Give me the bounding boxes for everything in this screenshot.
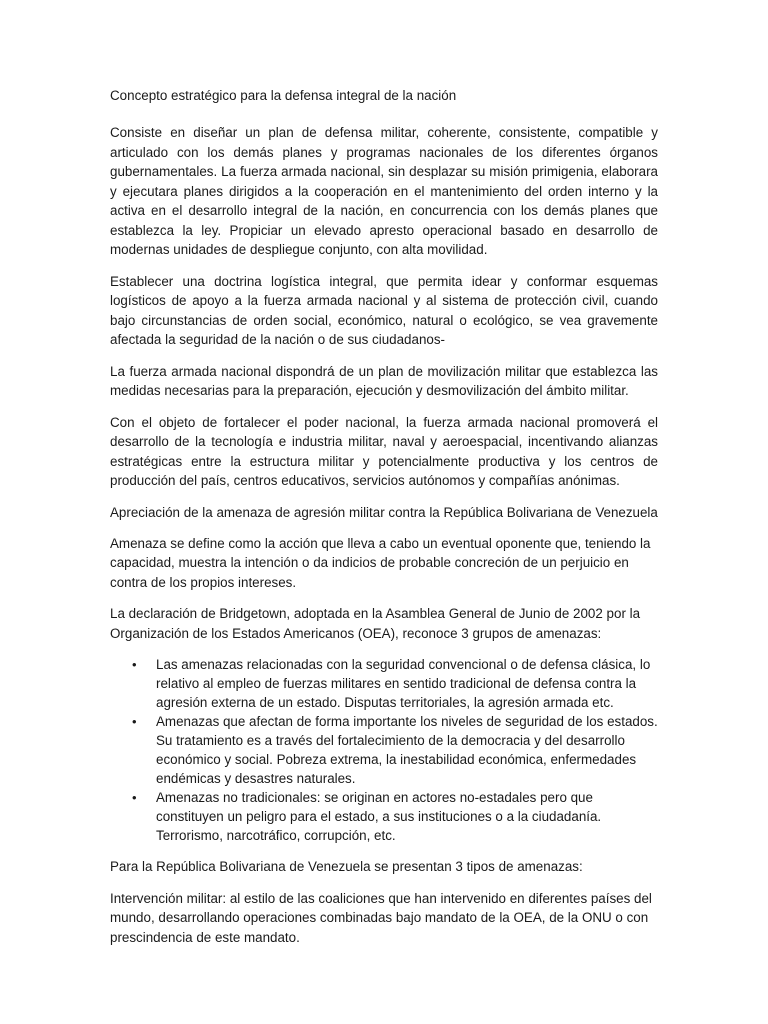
bullet-icon: • — [132, 790, 137, 805]
paragraph: Amenaza se define como la acción que lleva a cabo un eventual oponente que, teniendo la capacidad, muestra la intención o da indicios de probable concreción de un perjuicio en contra de los propios intereses. — [110, 535, 651, 590]
paragraph: La fuerza armada nacional dispondrá de un plan de movilización militar que establezca las medidas necesarias para la preparación, ejecución y desmovilización del ámbito militar. — [110, 363, 658, 398]
list-item — [110, 655, 658, 712]
paragraph: La declaración de Bridgetown, adoptada en la Asamblea General de Junio de 2002 por la Organización de los Estados Americanos (OEA), reconoce 3 grupos de amenazas: — [110, 606, 641, 641]
list-item-text: Las amenazas relacionadas con la seguridad convencional o de defensa clásica, lo relativo al empleo de fuerzas militares en sentido tradicional de defensa contra la agresión externa de un estado. Disputas territoriales, la agresión armada etc. — [156, 657, 651, 710]
paragraph: Consiste en diseñar un plan de defensa militar, coherente, consistente, compatible y articulado con los demás planes y programas nacionales de los diferentes órganos gubernamentales. La fuerza armada nacional, sin desplazar su misión primigenia, elaborara y ejecutara planes dirigidos a la cooperación en el mantenimiento del orden interno y la activa en el desarrollo integral de la nación, en concurrencia con los demás planes que establezca la ley. Propiciar un elevado apresto operacional basado en desarrollo de modernas unidades de despliegue conjunto, con alta movilidad. — [110, 125, 658, 257]
section-heading: Apreciación de la amenaza de agresión militar contra la República Bolivariana de Venezuela — [110, 504, 658, 520]
paragraph: Intervención militar: al estilo de las coaliciones que han intervenido en diferentes países del mundo, desarrollando operaciones combinadas bajo mandato de la OEA, de la ONU o con prescindencia de este mandato. — [110, 890, 652, 945]
paragraph: Establecer una doctrina logística integral, que permita idear y conformar esquemas logísticos de apoyo a la fuerza armada nacional y al sistema de protección civil, cuando bajo circunstancias de orden social, económico, natural o ecológico, se vea gravemente afectada la seguridad de la nación o de sus ciudadanos- — [110, 273, 658, 347]
paragraph: Para la República Bolivariana de Venezuela se presentan 3 tipos de amenazas: — [110, 859, 583, 874]
list-item — [110, 712, 658, 788]
bullet-icon: • — [132, 657, 137, 672]
list-item-text: Amenazas que afectan de forma importante los niveles de seguridad de los estados. Su tratamiento es a través del fortalecimiento de la democracia y del desarrollo económico y social. Pobreza extrema, la inestabilidad económica, enfermedades endémicas y desastres naturales. — [156, 714, 658, 786]
section-heading: Concepto estratégico para la defensa integral de la nación — [110, 88, 457, 103]
list-item — [110, 788, 658, 845]
paragraph: Con el objeto de fortalecer el poder nacional, la fuerza armada nacional promoverá el desarrollo de la tecnología e industria militar, naval y aeroespacial, incentivando alianzas estratégicas entre la estructura militar y potencialmente productiva y los centros de producción del país, centros educativos, servicios autónomos y compañías anónimas. — [110, 414, 658, 488]
list-item-text: Amenazas no tradicionales: se originan en actores no-estadales pero que constituyen un peligro para el estado, a sus instituciones o a la ciudadanía. Terrorismo, narcotráfico, corrupción, etc. — [156, 790, 602, 843]
threat-list — [110, 655, 658, 845]
bullet-icon: • — [132, 714, 137, 729]
